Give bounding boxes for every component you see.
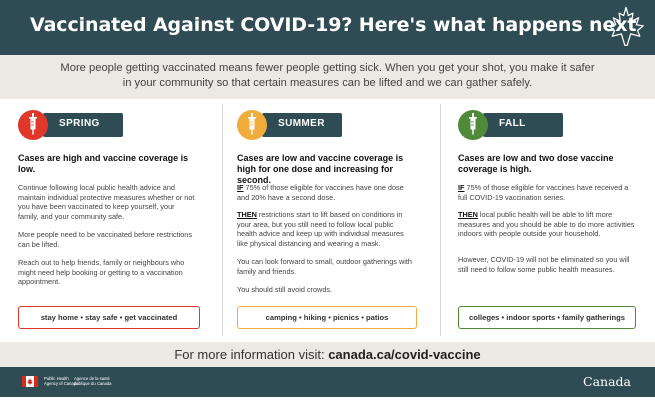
season-label: SPRING xyxy=(59,118,100,129)
syringe-icon xyxy=(18,110,48,140)
if-paragraph xyxy=(458,183,636,202)
then-paragraph xyxy=(458,210,636,239)
column-divider xyxy=(440,104,441,336)
maple-leaf-icon xyxy=(603,4,649,50)
season-label-bar xyxy=(483,113,563,137)
then-text: restrictions start to lift based on conditions in your area, but you still need to follow local public health advice and keep up with individual measures like physical distancing and wearing a mask. xyxy=(237,210,404,248)
more-info-bar xyxy=(0,342,655,367)
agency-name-en: Public Health Agency of Canada xyxy=(44,376,79,386)
column-divider xyxy=(222,104,223,336)
spring-column xyxy=(18,110,213,340)
fall-badge xyxy=(458,110,563,138)
more-info-prefix: For more information visit: xyxy=(174,347,329,362)
syringe-icon xyxy=(458,110,488,140)
then-text: local public health will be able to lift more measures and you should be able to do more activities indoors with people outside your household. xyxy=(458,210,635,239)
canada-wordmark: Canada xyxy=(583,374,631,389)
then-label: THEN xyxy=(237,210,257,219)
if-text: 75% of those eligible for vaccines have received a full COVID-19 vaccination series. xyxy=(458,183,629,202)
body-paragraph: However, COVID-19 will not be eliminated so you will still need to follow some public health measures. xyxy=(458,255,630,274)
then-label: THEN xyxy=(458,210,478,219)
if-label: IF xyxy=(458,183,465,192)
column-heading: Cases are high and vaccine coverage is low. xyxy=(18,153,189,174)
summer-column xyxy=(237,110,432,340)
body-paragraph: You should still avoid crowds. xyxy=(237,285,333,294)
then-paragraph xyxy=(237,210,415,248)
season-label: SUMMER xyxy=(278,118,325,129)
if-label: IF xyxy=(237,183,244,192)
fall-column xyxy=(458,110,653,340)
body-paragraph: More people need to be vaccinated before restrictions can be lifted. xyxy=(18,230,193,249)
season-label-bar xyxy=(43,113,123,137)
spring-badge xyxy=(18,110,123,138)
season-label: FALL xyxy=(499,118,526,129)
intro-panel xyxy=(0,55,655,99)
agency-name-fr: Agence de la santé publique du Canada xyxy=(74,376,112,386)
syringe-icon xyxy=(237,110,267,140)
activities-box: colleges • indoor sports • family gatherings xyxy=(458,306,636,329)
activities-box: stay home • stay safe • get vaccinated xyxy=(18,306,200,329)
page-title: Vaccinated Against COVID-19? Here's what happens next xyxy=(30,14,637,36)
government-bar xyxy=(0,367,655,397)
column-heading: Cases are low and vaccine coverage is high for one dose and increasing for second. xyxy=(237,153,404,185)
body-paragraph: Continue following local public health advice and maintain individual protective measures whether or not you have been vaccinated to keep yourself, your family, and your community safe. xyxy=(18,183,195,221)
if-paragraph xyxy=(237,183,415,202)
season-label-bar xyxy=(262,113,342,137)
canada-flag-icon xyxy=(22,376,38,387)
intro-text: More people getting vaccinated means fewer people getting sick. When you get your shot, you make it safer in your community so that certain measures can be lifted and we can gather safely. xyxy=(60,62,595,89)
more-info-link[interactable]: canada.ca/covid-vaccine xyxy=(328,347,481,362)
activities-box: camping • hiking • picnics • patios xyxy=(237,306,417,329)
header-banner xyxy=(0,0,655,55)
column-heading: Cases are low and two dose vaccine coverage is high. xyxy=(458,153,614,174)
summer-badge xyxy=(237,110,342,138)
body-paragraph: Reach out to help friends, family or neighbours who might need help booking or getting to a vaccination appointment. xyxy=(18,258,185,287)
if-text: 75% of those eligible for vaccines have one dose and 20% have a second dose. xyxy=(237,183,404,202)
body-paragraph: You can look forward to small, outdoor gatherings with family and friends. xyxy=(237,257,412,276)
